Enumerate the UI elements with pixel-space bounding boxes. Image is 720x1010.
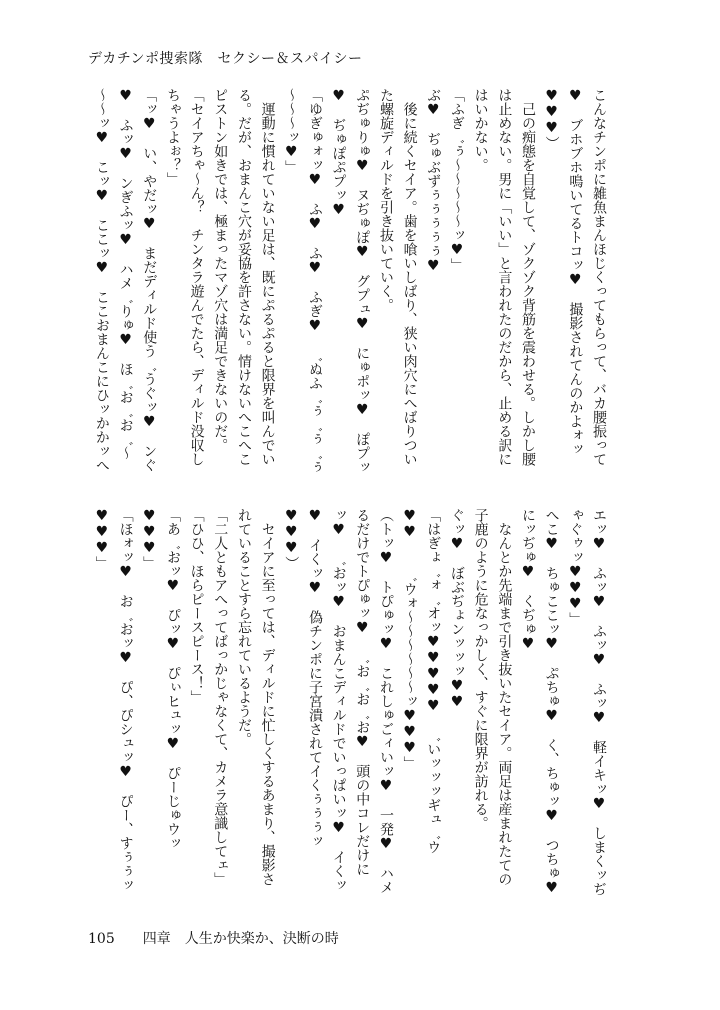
text-column: ♥♥♥）: [543, 88, 560, 150]
text-column: ～～～ッ♥」: [283, 88, 300, 174]
text-column: 「ほォッ♥ お゛おッ♥ ぴ、ぴシュッ♥ ぴー、すぅぅッ: [117, 508, 134, 892]
text-column: 「セイアちゃ～ん？ チンタラ遊んでたら、ディルド没収し: [188, 88, 205, 466]
text-column: 運動に慣れていない足は、既にぷるぷると限界を叫んでい: [259, 88, 276, 466]
text-column: ぶ♥ ぢゅぶずぅぅぅぅぅ♥: [425, 88, 442, 274]
text-column: （トッ♥ トぴゅッ♥ これしゅごィいッ♥ 一発♥ ハメ: [377, 508, 394, 894]
text-column: れていることすら忘れているようだ。: [235, 508, 252, 746]
text-column: ぷぢゅりゅ♥ ヌぢゅぽ♥ グプュ♥ にゅポッ♥ ぽプッ: [354, 88, 371, 474]
text-column: エッ♥ ふッ♥ ふッ♥ ふッ♥ 軽イキッ♥ しまくッぢ: [591, 508, 607, 896]
text-column: ♥ ブホブホ鳴いてるトコッ♥ 撮影されてんのかよォッ: [567, 88, 584, 456]
text-column: セイアに至っては、ディルドに忙しくするあまり、撮影さ: [259, 508, 276, 886]
text-column: ♥♥ ゛ウォ～～～～～～ッ♥♥♥」: [401, 508, 418, 770]
text-column: ぐッ♥ ぼぶぢょンッッッ♥♥: [448, 508, 465, 710]
text-column: は止めない。男に「いい」と言われたのだから、止める訳に: [496, 88, 513, 466]
text-column: ッ♥ ゛おッ♥ おまんこディルドでいっぱいッ♥ イくッ: [330, 508, 347, 892]
text-column: 「ッ♥ い、やだッ♥ まだディルド使う゛うぐッ♥ ンぐ: [141, 88, 158, 472]
text-column: ♥♥♥）: [283, 508, 300, 570]
running-header: デカチンポ捜索隊 セクシー＆スパイシー: [88, 51, 363, 67]
text-column: 「ひひ、ほらピースピース！」: [188, 508, 205, 704]
text-column: 「あ゛おッ♥ ぴッ♥ ぴぃヒュッ♥ ぴーじゅウッ: [164, 508, 181, 850]
text-column: 子鹿のように危なっかしく、すぐに限界が訪れる。: [472, 508, 489, 830]
chapter-title: 四章 人生か快楽か、決断の時: [142, 931, 339, 947]
page-number: 105: [88, 931, 115, 947]
page-footer: [88, 928, 339, 948]
text-column: 「ふぎ゛ぅ～～～～～ッ♥」: [448, 88, 465, 272]
text-column: ♥ イくッ♥ 偽チンポに子宮潰されてイくぅぅぅッ: [306, 508, 323, 848]
text-column: へこ♥ ちゅここッ♥ ぷちゅ♥ く、ちゅッ♥ つちゅ♥: [543, 508, 560, 896]
text-column: ♥ ふッ♥ ンぎふッ♥ ハメ゛りゅ♥ ほ゛お゛お゛～: [117, 88, 134, 460]
text-column: た螺旋ディルドを引き抜いていく。: [377, 88, 394, 312]
text-column: 「二人ともアへってばっかじゃなくて、カメラ意識してェ」: [212, 508, 229, 886]
text-column: 「ゆぎゅォッ♥ ふ♥ ふ♥ ふぎ♥ ゛ぬふ゛ぅ゛ぅ゛ぅ: [306, 88, 323, 474]
text-column: ゃぐゥッ♥♥♥」: [567, 508, 584, 626]
text-column: ～～ッ♥ こッ♥ ここッ♥ ここおまんこにひッかかッへ: [93, 88, 110, 472]
text-column: はいかない。: [472, 88, 489, 172]
text-column: ♥♥♥」: [93, 508, 110, 570]
text-column: ♥♥♥」: [141, 508, 158, 570]
text-column: 後に続くセイア。歯を喰いしばり、狭い肉穴にへばりつい: [401, 88, 418, 466]
text-column: なんとか先端まで引き抜いたセイア。両足は産まれたての: [496, 508, 513, 886]
text-column: ♥ ぢゅぽぷプッ♥: [330, 88, 347, 218]
text-column: こんなチンポに雑魚まんほじくってもらって、バカ腰振って: [591, 88, 607, 466]
text-column: 「はぎょ゛ォ゛オッ♥♥♥♥♥ ゛いッッッギュ゛ウ: [425, 508, 442, 854]
text-column: ちゃうよぉ？」: [164, 88, 181, 186]
text-column: る。だが、おまんこ穴が妥協を許さない。情けないへこへこ: [235, 88, 252, 466]
text-column: 己の痴態を自覚して、ゾクゾク背筋を震わせる。しかし腰: [519, 88, 536, 466]
text-column: るだけでトぴゅッ♥ ゛お゛お゛お♥ 頭の中コレだけに: [354, 508, 371, 876]
text-column: にッぢゅ♥ くぢゅ♥: [519, 508, 536, 652]
text-column: ピストン如きでは、極まったマゾ穴は満足できないのだ。: [212, 88, 229, 452]
